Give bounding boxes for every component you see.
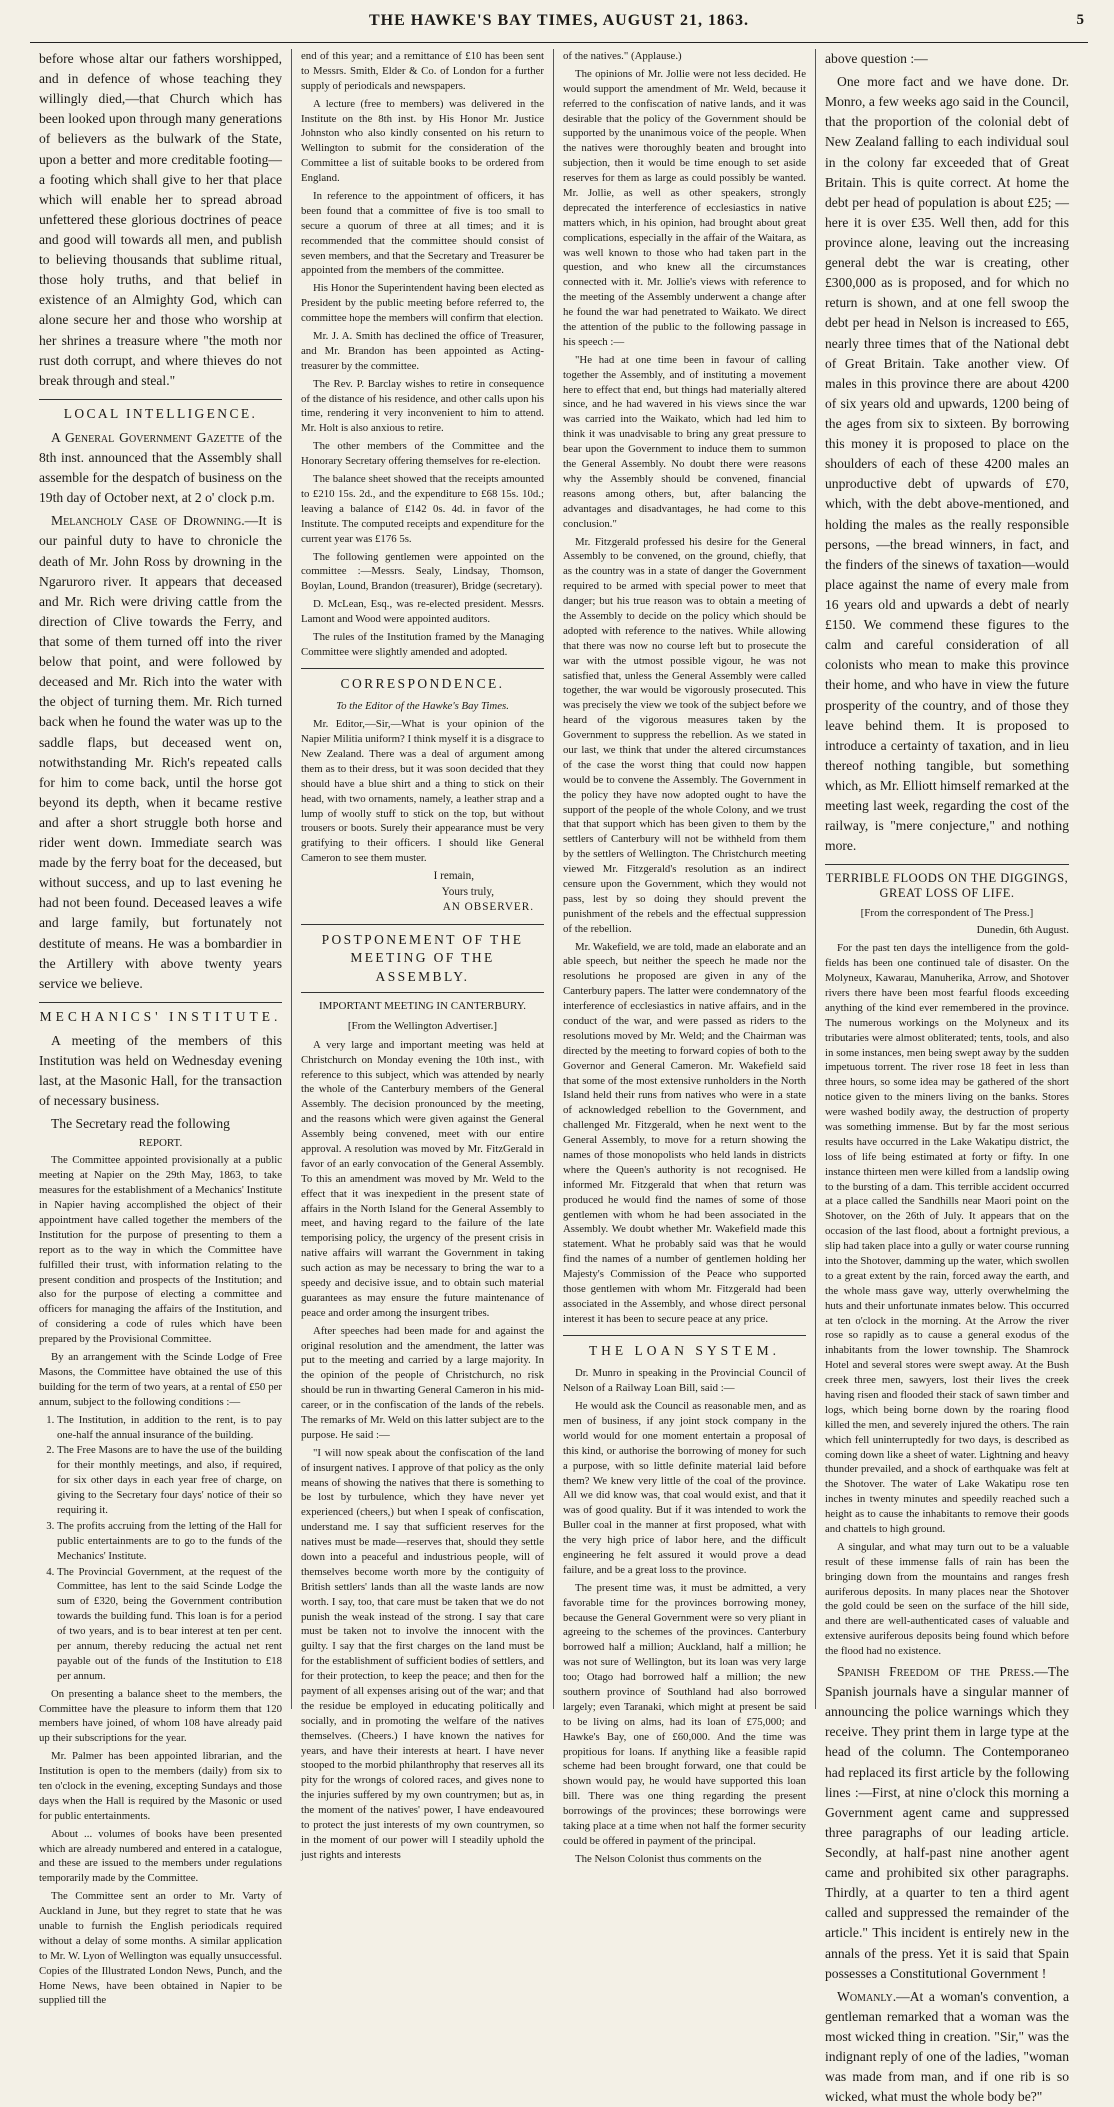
canterbury-paragraph: "He had at one time been in favour of calling together the Assembly, and of instituting a movement here to effect that end, but things had materially altered since, and he had wavered in his views since the war was carried into the Waikato, which had led him to think it was unadvisable to bring any great pressure to bear upon the Government to induce them to summon the General Assembly. No doubt there were reasons why the Assembly should be convened, financial reasons among others, but, after balancing the advantages and disadvantages, he had come to this conclusion.": [563, 353, 806, 530]
drowning-paragraph: Melancholy Case of Drowning.—It is our painful duty to have to chronicle the death of Mr. John Ross by drowning in the Ngaruroro river. It appears that deceased and Mr. Rich were driving cattle from the direction of Clive towards the Ferry, and that some of them turned off into the river below that point, and were followed by deceased and Mr. Rich into the water with the object of turning them. Mr. Rich turned back when he found the water was up to the saddle flaps, but deceased went on, notwithstanding Mr. Rich's repeated calls for him to come back, until the horse got beyond its depth, when it became restive and after a short struggle both horse and rider went down. Immediate search was made by the ferry boat for the deceased, but without success, and up to last evening he had not been found. Deceased leaves a wife and large family, but fortunately not destitute of means. He was a bombardier in the Artillery with above twenty years service we believe.: [39, 513, 282, 991]
report-paragraph: On presenting a balance sheet to the members, the Committee have the pleasure to inform them that 120 members have joined, of whom 108 have already paid up their subscriptions for the year.: [39, 1687, 282, 1745]
newspaper-title: THE HAWKE'S BAY TIMES, AUGUST 21, 1863.: [369, 12, 749, 29]
column-3: [554, 49, 816, 1865]
column-2: [292, 49, 554, 1861]
letter-yours: Yours truly,: [441, 885, 494, 898]
loan-intro: Dr. Munro in speaking in the Provincial Council of Nelson of a Railway Loan Bill, said :—: [563, 1367, 806, 1395]
report-paragraph: The Committee sent an order to Mr. Varty of Auckland in June, but they regret to state that he was unable to furnish the English periodicals required without a delay of some months. A similar application to Mr. W. Lyon of Wellington was equally unsuccessful. Copies of the Illustrated London News, Punch, and the Home News, have been obtained in Napier to be supplied till the: [39, 1890, 282, 2007]
report-paragraph: The Committee appointed provisionally at a public meeting at Napier on the 29th May, 1863, to take measures for the establishment of a Mechanics' Institute in Napier having accomplished the object of their appointment have called together the members of the Institution for the purpose of presenting to them a report as to the way in which the Committee have fulfilled their trust, with information relating to the present condition and prospects of the Institution; and also for the purpose of electing a committee and officers for managing the affairs of the Institution, and of considering a code of rules which have been prepared by the Provisional Committee.: [39, 1154, 282, 1346]
meeting-paragraph: The rules of the Institution framed by the Managing Committee were slightly amended and adopted.: [301, 630, 544, 658]
report-label: REPORT.: [138, 1137, 183, 1150]
letter-body: Mr. Editor,—Sir,—What is your opinion of the Napier Militia uniform? I think myself it is a disgrace to New Zealand. There was a deal of argument among them as to their dress, but it was soon decided that they should have a blue shirt and a thing to stick on their head, with two ornaments, namely, a leather strap and a lump of woolly stuff to stick on the top, but without trousers or boots. Surely their appearance must be very gratifying to their officers. I should like General Cameron to see them muster.: [301, 718, 544, 865]
report-paragraph: In reference to the appointment of officers, it has been found that a committee of five is too small to secure a quorum of three at all times; and it is recommended that the committee should consist of seven members, and that the Secretary and Treasurer be appointed from the members of the committee.: [301, 190, 544, 277]
conditions-list: [39, 1413, 282, 1684]
local-intelligence-heading: LOCAL INTELLIGENCE.: [39, 399, 282, 422]
report-paragraph: The other members of the Committee and the Honorary Secretary offering themselves for re-election.: [301, 440, 544, 468]
meeting-paragraph: The balance sheet showed that the receipts amounted to £210 15s. 2d., and the expenditure to £68 15s. 10d.; leaving a balance of £142 0s. 4d. in favor of the Institute. The computed receipts and expenditure for the current year was £176 5s.: [301, 473, 544, 545]
report-paragraph: His Honor the Superintendent having been elected as President by the public meeting before referred to, the committee hope the members will confirm that election.: [301, 282, 544, 325]
canterbury-paragraph: Mr. Wakefield, we are told, made an elaborate and an able speech, but neither the speech he made nor the resolutions he proposed are given in any of the Canterbury papers. The latter were condemnatory of the interference of ecclesiastics in native affairs, and in the conduct of the war, and were passed as riders to the resolutions moved by Mr. Weld; and the Chairman was directed by the meeting to forward copies of both to the Governor and General Cameron. Mr. Wakefield said that some of the most extensive runholders in the North Island held their runs from natives who were in a state of acknowledged rebellion to the Government, and challenged Mr. Fitzgerald, when he next went to the General Assembly, to move for a return showing the names of those monopolists who held lands in districts where the Queen's authority is not recognised. He informed Mr. Fitzgerald that when that return was produced he would find the names of some of those gentlemen with whom he had been associated in the Assembly. We doubt whether Mr. Wakefield made this statement. What he probably said was that he would find the names of a number of gentlemen holding her Majesty's Commission of the Peace who supported those gentlemen with whom Mr. Fitzgerald had been associated in the Assembly, and whose direct personal interest it has been to secure peace at any price.: [563, 940, 806, 1325]
letter-remain: I remain,: [433, 870, 474, 883]
masthead: [30, 0, 1088, 43]
source-note: [From the Wellington Advertiser.]: [347, 1019, 498, 1032]
source-note: [From the correspondent of The Press.]: [860, 907, 1034, 920]
womanly-paragraph: Womanly.—At a woman's convention, a gentleman remarked that a woman was the most wicked thing in creation. "Sir," was the indignant reply of one of the ladies, "woman was made from man, and if one rib is so wicked, what must the whole body be?": [825, 1988, 1069, 2105]
postponement-heading: POSTPONEMENT OF THE MEETING OF THE ASSEMBLY.: [301, 924, 544, 987]
condition-item: 2. The Free Masons are to have the use of the building for their monthly meetings, and also, if required, for six other days in each year free of charge, on giving to the Secretary four days' notice of their so requiring it.: [57, 1443, 282, 1517]
letter-signature: AN OBSERVER.: [442, 901, 534, 914]
condition-item: 3. The profits accruing from the letting of the Hall for public entertainments are to go to the funds of the Mechanics' Institute.: [57, 1519, 282, 1564]
canterbury-paragraph: After speeches had been made for and against the original resolution and the amendment, the latter was put to the meeting and carried by a large majority. In the opinion of the people of Christchurch, no risk should be run in thwarting General Cameron in his mid-career, or in the confiscation of the lands of the rebels. The remarks of Mr. Weld on this latter subject are to the purpose. He said :—: [301, 1324, 544, 1441]
secretary-line: The Secretary read the following: [51, 1116, 230, 1132]
canterbury-paragraph: of the natives." (Applause.): [563, 50, 682, 62]
canterbury-heading: IMPORTANT MEETING IN CANTERBURY.: [318, 1000, 527, 1013]
spanish-press-paragraph: Spanish Freedom of the Press.—The Spanish journals have a singular manner of announcing the police warnings which they receive. They print them in large type at the head of the column. The Contemporaneo had replaced its first article by the following lines :—First, at nine o'clock this morning a Government agent came and suppressed three paragraphs of our leading article. Secondly, at half-past nine another agent came and prohibited six other paragraphs. Thirdly, at a quarter to ten a third agent called and suppressed the remainder of the article." This incident is entirely new in the annals of the press. Yet it is said that Spain possesses a Constitutional Government !: [825, 1664, 1069, 1981]
report-paragraph: Mr. J. A. Smith has declined the office of Treasurer, and Mr. Brandon has been appointed as Acting-treasurer by the committee.: [301, 330, 544, 372]
loan-paragraph: above question :—: [825, 51, 928, 66]
report-paragraph: About ... volumes of books have been presented which are already numbered and entered in a catalogue, and these are issued to the members under regulations temporarily made by the Committee.: [39, 1827, 282, 1885]
loan-paragraph: The present time was, it must be admitted, a very favorable time for the provinces borrowing money, because the General Government were so very pliant in agreeing to the schemes of the provinces. Canterbury borrowed half a million; Auckland, half a million; he was not sure of Wellington, but its loan was very large too; Otago had borrowed half a million; the new southern province of Southland had also borrowed largely; even Taranaki, which might at present be said to be living on alms, had its loan of £75,000; and Hawke's Bay, one of £60,000. And the time was propitious for loans. If anything like a feasible rapid scheme had been brought forward, one that could be shown would pay, he would have supported this loan bill. There was one thing regarding the present borrowings of the provinces; these borrowings were taking place at a time when not half the former security could be offered in payment of the principal.: [563, 1581, 806, 1847]
mechanics-intro: A meeting of the members of this Institution was held on Wednesday evening last, at the Masonic Hall, for the transaction of necessary business.: [39, 1032, 282, 1109]
divider: [301, 992, 544, 993]
column-1: [30, 49, 292, 2007]
floods-paragraph: For the past ten days the intelligence from the gold-fields has been one continued tale of disaster. On the Molyneux, Kawarau, Manuherika, Arrow, and Shotover rivers there have been most fearful floods exceeding anything of the kind ever remembered in the province. The numerous workings on the Molyneux and its tributaries were almost obliterated; tents, tools, and also in some instances, men being swept away by the sudden impetuous torrent. The river rose 18 feet in less than three hours, so some idea may be gathered of the short notice given to the miners living on the banks. Stores were washed bodily away, the destruction of property was something immense. But by far the most serious results have occurred in the Lake Wakatipu district, the loss of life being estimated at forty or fifty. In one instance thirteen men were killed from a landslip owing to the bursting of a dam. This terrible accident occurred at a place called the Sandhills near Maori point on the Shotover, on the 26th of July. It appears that on the occasion of the last flood, about a fortnight previous, a slip had taken place into a gully or water course running into the Shotover, damming up the water, which swollen to a great extent by the rain, forced away the earth, and the whole mass gave way, utterly overwhelming the huts and their unfortunate inmates below. This occurred at ten o'clock in the morning. At the Arrow the river rose so rapidly as to cause a general exodus of the inhabitants from the lower township. The Shamrock Hotel and several stores were swept away. At the Bush creek three men, sawyers, lost their lives the creek having risen and flooded their stack of sawn timber and logs, which being borne down by the roaring flood killed the men, and severely injured the others. The rain which fell uninterruptedly for two days, is described as coming down like a sheet of water. Lightning and heavy thunder prevailed, and a shock of earthquake was felt at the Shotover. The water of Lake Wakatipu rose ten inches in twenty minutes and speedily reached such a height as to cause the inhabitants to remove their goods and chattels to high ground.: [825, 942, 1069, 1535]
loan-paragraph: He would ask the Council as reasonable men, and as men of business, if any joint stock company in the world would for one moment entertain a proposal of this kind, or authorise the borrowing of money for such a purpose, with so little definite material laid before them? We knew very little of the coal of the province. All we did know was, that coal would exist, and that it was of good quality. But if it was intended to work the Buller coal in the manner at first proposed, what with the very high price of labor here, and the difficult engineering he felt assured it would prove a dead failure, and be a great loss to the province.: [563, 1400, 806, 1576]
loan-system-heading: THE LOAN SYSTEM.: [563, 1335, 806, 1361]
canterbury-paragraph: "I will now speak about the confiscation of the land of insurgent natives. I approve of that policy as the only means of showing the natives that there is something to be lost by turbulence, which they have never yet experienced (cheers,) but when I speak of confiscation, understand me. I say that sufficient reserves for the natives must be made—reserves that, should they settle down into a peaceful and industrious people, will of themselves become worth more by the contiguity of British settlers' lands than all the waste lands are now worth. I say, too, that care must be taken that we do not punish the weak instead of the strong. I say that care must be taken not to involve the innocent with the guilty. I say that the first charges on the land must be for the establishment of sufficient bodies of settlers, and for their protection, to keep the peace; and then for the payment of all expenses arising out of the war; and that the residue be employed in educating politically and socially, and in promoting the welfare of the natives themselves. (Cheers.) I have known the natives for years, and have their interests at heart. I have never stooped to the morbid philanthrophy that reserves all its pity for the wrongs of colored races, and gives none to the injuries suffered by my own countrymen; but as, in the moment of the natives' power, I have endeavoured to protect the just interests of my own countrymen, so in the moment of our power will I steadily uphold the just rights and interests: [301, 1446, 544, 1861]
mechanics-institute-heading: MECHANICS' INSTITUTE.: [39, 1002, 282, 1025]
floods-heading: TERRIBLE FLOODS ON THE DIGGINGS, GREAT LOSS OF LIFE.: [825, 864, 1069, 901]
canterbury-paragraph: The opinions of Mr. Jollie were not less decided. He would support the amendment of Mr. Weld, because it referred to the confiscation of native lands, and it was desirable that the policy of the Government should be supported by the unanimous voice of the people. When the natives were thoroughly beaten and brought into subjection, then it would be time enough to set aside reserves for them as large as could possibly be wanted. Mr. Jollie, as well as other speakers, strongly deprecated the interference of ecclesiastics in native matters which, in his opinion, had brought about great complications, especially in the affair of the Waitara, as was well known to those who had taken part in the question, and who knew all the circumstances connected with it. Mr. Jollie's views with reference to the meeting of the Assembly underwent a change after he found the war had penetrated to Waikato. We direct the attention of the public to the following passage in his speech :—: [563, 67, 806, 348]
columns: [30, 49, 1088, 2105]
correspondence-heading: CORRESPONDENCE.: [301, 668, 544, 694]
report-paragraph: By an arrangement with the Scinde Lodge of Free Masons, the Committee have obtained the use of this building for the term of two years, at a rental of £50 per annum, subject to the following conditions :—: [39, 1351, 282, 1408]
condition-item: 1. The Institution, in addition to the rent, is to pay one-half the annual insurance of the building.: [57, 1413, 282, 1443]
loan-paragraph: The Nelson Colonist thus comments on the: [575, 1852, 762, 1865]
church-article-ending: before whose altar our fathers worshipped, and in defence of whose teaching they willingly died,—that Church which has been looked upon through many generations of believers as the bulwark of the State, upon a better and more creditable footing—a footing which shall give to her that place which will enable her to spread abroad unfettered these glorious doctrines of peace and good will towards all men, and publish to believing thousands that sublime ritual, those holy truths, and that belief in existence of an Almighty God, which can alone secure her and those who worship at her shrines a treasure where "the moth nor rust doth corrupt, and where thieves do not break through and steal.": [39, 51, 282, 388]
column-4: [816, 49, 1078, 2105]
report-paragraph: end of this year; and a remittance of £10 has been sent to Messrs. Smith, Elder & Co. of London for a further supply of periodicals and newspapers.: [301, 50, 544, 92]
meeting-paragraph: The following gentlemen were appointed on the committee :—Messrs. Sealy, Lindsay, Thomson, Boylan, Lound, Brandon (treasurer), Bridge (secretary).: [301, 550, 544, 593]
gazette-paragraph: A General Government Gazette of the 8th inst. announced that the Assembly shall assemble for the despatch of business on the 19th day of October next, at 2 o' clock p.m.: [39, 429, 282, 506]
canterbury-paragraph: A very large and important meeting was held at Christchurch on Monday evening the 10th inst., with reference to this subject, which was attended by nearly the whole of the Canterbury members of the General Assembly. The decision pronounced by the meeting, and the reasons which were given against the General Assembly being convened, meet with our entire approval. A resolution was moved by Mr. FitzGerald in favor of an early convocation of the General Assembly. To this an amendment was moved by Mr. Weld to the effect that it was inexpedient in the present state of affairs in the North Island for the General Assembly to meet, and having regard to the failure of the late temporising policy, the urgency of the present crisis in native affairs will warrant the Government in taking such action as may be necessary to bring the war to a speedy and decisive issue, and to obtain such material guarantees as may ensure the future maintenance of peace and order among the insurgent tribes.: [301, 1038, 544, 1319]
meeting-paragraph: D. McLean, Esq., was re-elected president. Messrs. Lamont and Wood were appointed auditors.: [301, 598, 544, 626]
loan-paragraph: One more fact and we have done. Dr. Monro, a few weeks ago said in the Council, that the proportion of the colonial debt of New Zealand falling to each individual soul in the colony far exceeded that of Great Britain. This is quite correct. At home the debt per head of population is about £25; —here it is over £35. Well then, add for this province alone, leaving out the increasing general debt the war is creating, other £300,000 as is proposed, and for which no return is shown, and at one fell swoop the debt per head in Nelson is increased to £65, nearly three times that of the National debt of Great Britain. Take another view. Of males in this province there are about 4200 of six years old and upwards, 1200 being of the ages from six to sixteen. By borrowing this money it is proposed to place on the shoulders of each of these 4200 males an unproductive debt of upwards of £70, which, with the debt above-mentioned, and holding the males as the really responsible persons, —the bread winners, in fact, and the finders of the sinews of taxation—would place against the name of every male from 16 years old and upwards a debt of nearly £150. We commend these figures to the calm and careful consideration of all colonists who mean to make this province their home, and who have in view the future prosperity of the country, and of those they leave behind them. It is proposed to introduce a certainty of taxation, and in lieu thereof nothing tangible, but something which, as Mr. Elliott himself remarked at the meeting last week, regarding the cost of the railway, is "mere conjecture," and nothing more.: [825, 74, 1069, 854]
dateline: Dunedin, 6th August.: [976, 924, 1069, 937]
canterbury-paragraph: Mr. Fitzgerald professed his desire for the General Assembly to be convened, on the ground, chiefly, that as the country was in a state of danger the Government required to be armed with special power to meet that danger; but his true reason was to obtain a meeting of the Assembly to decide on the policy which should be adopted with reference to the natives. While allowing that there was now no course left but to prosecute the war with the utmost possible vigour, he was not satisfied that, unless the General Assembly were called together, the war would be vigorously prosecuted. This was precisely the view we took of the subject before we heard of the vigorous measures taken by the Government to suppress the rebellion. As we stated in our last, we think that under the altered circumstances of the case the worst thing that could now happen would be to convene the Assembly. The Government in the policy they have now adopted ought to have the support of the people of the whole Colony, and we trust that that support which has been given to them by the settlers of Canterbury will not be withheld from them by the settlers of Wellington. The Christchurch meeting viewed Mr. Fitzgerald's resolution as an indirect censure upon the Government, which they would not pass, lest by so doing they should prevent the punishment of the rebels and the effectual suppression of the rebellion.: [563, 535, 806, 935]
condition-item: 4. The Provincial Government, at the request of the Committee, has lent to the said Scinde Lodge the sum of £320, being the Government contribution towards the building fund. This loan is for a period of two years, and is to bear interest at ten per cent. per annum, thereby reducing the actual net rent payable out of the funds of the Institution to £18 per annum.: [57, 1565, 282, 1684]
floods-paragraph: A singular, and what may turn out to be a valuable result of these immense falls of rain has been the bringing down from the mountains and ranges fresh auriferous deposits. In many places near the Shotover the gold could be seen on the surface of the hill side, and there are well-authenticated cases of valuable and extensive auriferous deposits being found which before the flood had no existence.: [825, 1540, 1069, 1658]
letter-addressee: To the Editor of the Hawke's Bay Times.: [336, 700, 509, 713]
report-paragraph: Mr. Palmer has been appointed librarian, and the Institution is open to the members (daily) from six to ten o'clock in the evening, excepting Sundays and those days when the Hall is required by the Masonic or used for public entertainments.: [39, 1750, 282, 1822]
report-paragraph: A lecture (free to members) was delivered in the Institute on the 8th inst. by His Honor Mr. Justice Johnston who also kindly consented on his return to Wellington to submit for the consideration of the Committee a list of suitable books to be ordered from England.: [301, 97, 544, 185]
page-number: 5: [1076, 12, 1084, 28]
report-paragraph: The Rev. P. Barclay wishes to retire in consequence of the distance of his residence, and other calls upon his time, rendering it very inconvenient to him to attend. Mr. Holt is also anxious to retire.: [301, 377, 544, 435]
